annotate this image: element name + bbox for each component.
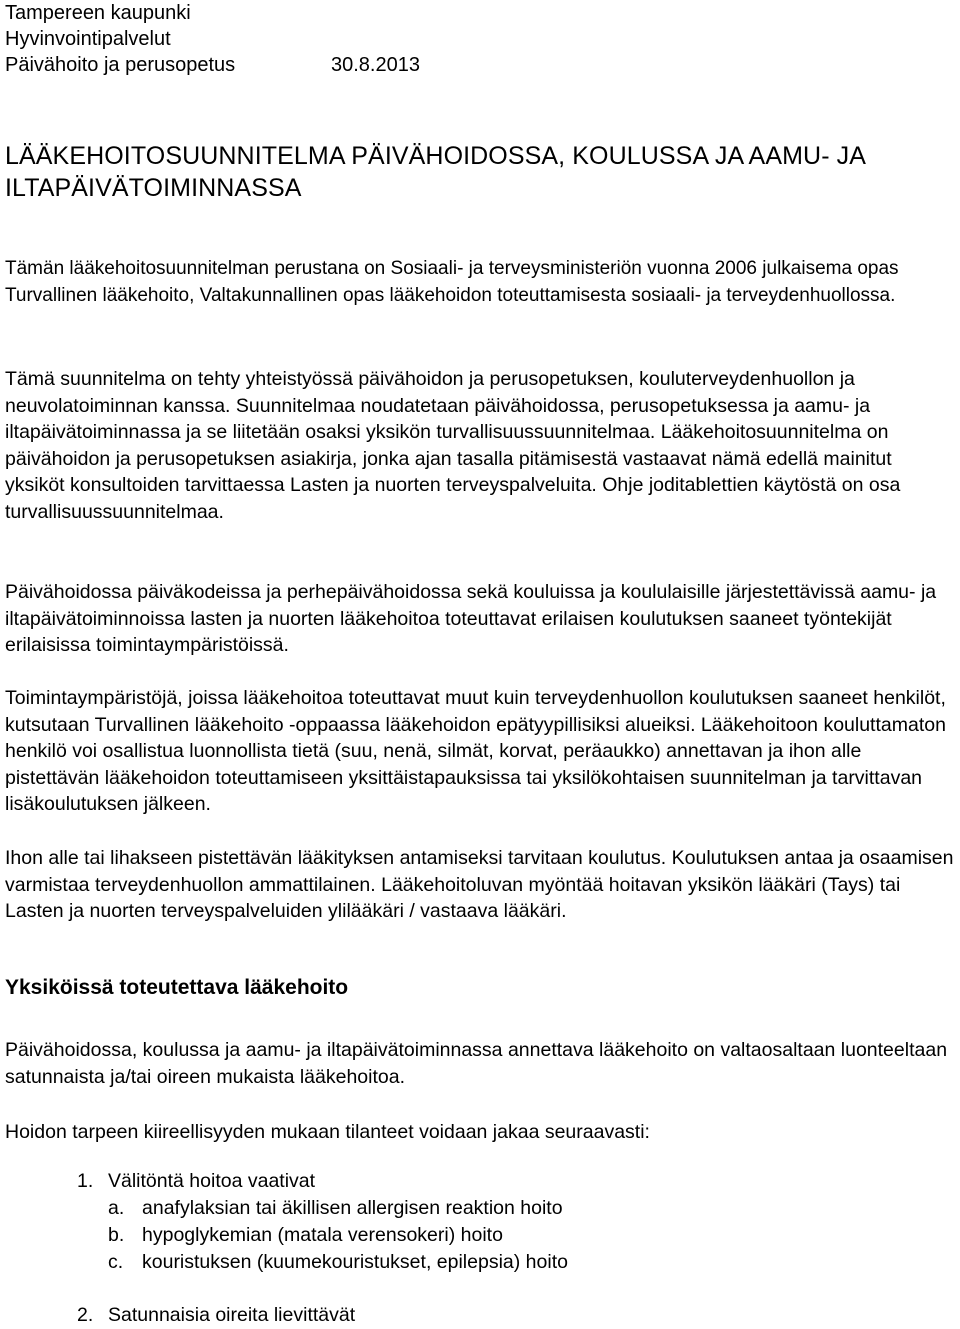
list-item [5, 1168, 955, 1195]
document-header [5, 0, 945, 78]
paragraph-daycare-staff: Päivähoidossa päiväkodeissa ja perhepäivähoidossa sekä kouluissa ja koululaisille järjestettävissä aamu- ja iltapäivätoiminnoissa lasten ja nuorten lääkehoitoa toteuttavat erilaisen koulutuksen saaneet työntekijät erilaisissa toimintaympäristöissä. [5, 581, 937, 656]
list-subitem [5, 1222, 955, 1249]
urgency-list-item-2 [5, 1302, 955, 1329]
list-item-text: Välitöntä hoitoa vaativat [108, 1170, 316, 1192]
list-letter: b. [108, 1224, 125, 1246]
list-letter: a. [108, 1197, 125, 1219]
list-subitem [5, 1249, 955, 1276]
paragraph-medication-nature: Päivähoidossa, koulussa ja aamu- ja iltapäivätoiminnassa annettava lääkehoito on valtaosaltaan luonteeltaan satunnaista ja/tai oireen mukaista lääkehoitoa. [5, 1039, 948, 1088]
list-subitem-text: anafylaksian tai äkillisen allergisen reaktion hoito [142, 1197, 563, 1219]
document-date: 30.8.2013 [331, 54, 420, 76]
list-subitem-text: hypoglykemian (matala verensokeri) hoito [142, 1224, 503, 1246]
document-title: LÄÄKEHOITOSUUNNITELMA PÄIVÄHOIDOSSA, KOULUSSA JA AAMU- JA ILTAPÄIVÄTOIMINNASSA [5, 142, 865, 202]
urgency-list-item-1 [5, 1168, 955, 1276]
paragraph-atypical-areas: Toimintaympäristöjä, joissa lääkehoitoa toteuttavat muut kuin terveydenhuollon koulutuksen saaneet henkilöt, kutsutaan Turvallinen lääkehoito -oppaassa lääkehoidon epätyypillisiksi alueiksi. Lääkehoitoon kouluttamaton henkilö voi osallistua luonnollista tietä (suu, nenä, silmät, korvat, peräaukko) annettavan ja ihon alle pistettävän lääkehoidon toteuttamiseen yksittäistapauksissa tai yksilökohtaisen suunnitelman ja tarvittavan lisäkoulutuksen jälkeen. [5, 687, 946, 815]
unit-name: Päivähoito ja perusopetus [5, 54, 236, 76]
list-number: 2. [77, 1304, 94, 1326]
section-heading: Yksiköissä toteutettava lääkehoito [5, 976, 349, 999]
paragraph-urgency-intro: Hoidon tarpeen kiireellisyyden mukaan tilanteet voidaan jakaa seuraavasti: [5, 1121, 650, 1143]
list-subitem-text: kouristuksen (kuumekouristukset, epilepsia) hoito [142, 1251, 568, 1273]
department-name: Hyvinvointipalvelut [5, 28, 171, 50]
list-item-text: Satunnaisia oireita lievittävät [108, 1304, 356, 1326]
list-subitem [5, 1195, 955, 1222]
paragraph-injection-training: Ihon alle tai lihakseen pistettävän lääkityksen antamiseksi tarvitaan koulutus. Koulutuksen antaa ja osaamisen varmistaa terveydenhuollon ammattilainen. Lääkehoitoluvan myöntää hoitavan yksikön lääkäri (Tays) tai Lasten ja nuorten terveyspalveluiden ylilääkäri / vastaava lääkäri. [5, 847, 954, 922]
list-item [5, 1302, 955, 1329]
paragraph-cooperation: Tämä suunnitelma on tehty yhteistyössä päivähoidon ja perusopetuksen, kouluterveydenhuollon ja neuvolatoiminnan kanssa. Suunnitelmaa noudatetaan päivähoidossa, perusopetuksessa ja aamu- ja iltapäivätoiminnassa ja se liitetään osaksi yksikön turvallisuussuunnitelmaa. Lääkehoitosuunnitelma on päivähoidon ja perusopetuksen asiakirja, jonka ajan tasalla pitämisestä vastaavat nämä edellä mainitut yksiköt konsultoiden tarvittaessa Lasten ja nuorten terveyspalveluita. Ohje joditablettien käytöstä on osa turvallisuussuunnitelmaa. [5, 368, 901, 523]
unit-date-row [5, 52, 945, 78]
paragraph-basis: Tämän lääkehoitosuunnitelman perustana on Sosiaali- ja terveysministeriön vuonna 2006 julkaisema opas Turvallinen lääkehoito, Valtakunnallinen opas lääkehoidon toteuttamisesta sosiaali- ja terveydenhuollossa. [5, 258, 899, 306]
list-letter: c. [108, 1251, 124, 1273]
list-number: 1. [77, 1170, 94, 1192]
organization-name: Tampereen kaupunki [5, 2, 191, 24]
